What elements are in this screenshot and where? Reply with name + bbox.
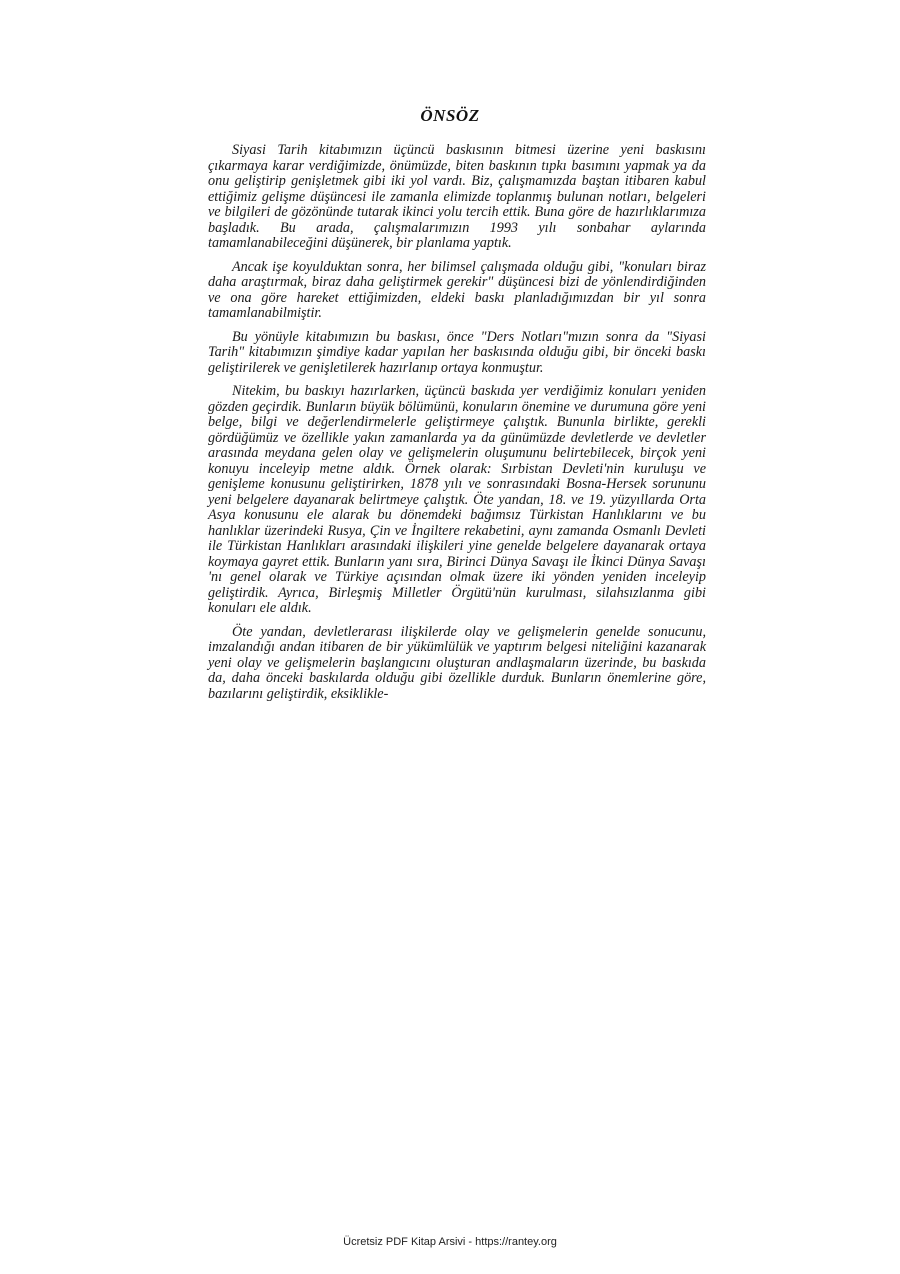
- paragraph-3: Bu yönüyle kitabımızın bu baskısı, önce "Ders Notları"mızın sonra da "Siyasi Tarih" kitabımızın şimdiye kadar yapılan her baskısında olduğu gibi, bir önceki baskı geliştirilerek ve genişletilerek hazırlanıp ortaya konmuştur.: [208, 328, 706, 376]
- body-text: [208, 143, 706, 710]
- paragraph-5: Öte yandan, devletlerarası ilişkilerde olay ve gelişmelerin genelde sonucunu, imzalandığı andan itibaren de bir yükümlülük ve yaptırım belgesi niteliğini kazanarak yeni olay ve gelişmelerin başlangıcını oluşturan andlaşmaların üzerinde, bu baskıda da, daha önceki baskılarda olduğu gibi özellikle durduk. Bunların önemlerine göre, bazılarını geliştirdik, eksiklikle-: [208, 623, 706, 702]
- page-title: ÖNSÖZ: [420, 106, 480, 125]
- paragraph-1: Siyasi Tarih kitabımızın üçüncü baskısının bitmesi üzerine yeni baskısını çıkarmaya karar verdiğimizde, önümüzde, biten baskının tıpkı basımını yapmak ya da onu geliştirip genişletmek gibi iki yol vardı. Biz, çalışmamızda baştan itibaren kabul ettiğimiz gelişme düşüncesi ile zamanla elimizde toplanmış bulunan notları, belgeleri ve bilgileri de gözönünde tutarak ikinci yolu tercih ettik. Buna göre de hazırlıklarımıza başladık. Bu arada, çalışmalarımızın 1993 yılı sonbahar aylarında tamamlanabileceğini düşünerek, bir planlama yaptık.: [208, 142, 706, 251]
- paragraph-4: Nitekim, bu baskıyı hazırlarken, üçüncü baskıda yer verdiğimiz konuları yeniden gözden geçirdik. Bunların büyük bölümünü, konuların önemine ve durumuna göre yeni belge, bilgi ve değerlendirmelerle geliştirmeye çalıştık. Bununla birlikte, gerekli gördüğümüz ve özellikle yakın zamanlarda ya da günümüzde devletlerde ve devletler arasında meydana gelen olay ve gelişmelerin oluşumunu belirtebilecek, birçok yeni konuyu inceleyip metne aldık. Örnek olarak: Sırbistan Devleti'nin kuruluşu ve genişleme konusunu geliştirirken, 1878 yılı ve sonrasındaki Bosna-Hersek sorununu yeni belgelere dayanarak belirtmeye çalıştık. Öte yandan, 18. ve 19. yüzyıllarda Orta Asya konusunu ele alarak bu dönemdeki bağımsız Türkistan Hanlıklarını ve bu hanlıklar üzerindeki Rusya, Çin ve İngiltere rekabetini, aynı zamanda Osmanlı Devleti ile Türkistan Hanlıkları arasındaki ilişkileri yine genelde belgelere dayanarak ortaya koymaya gayret ettik. Bunların yanı sıra, Birinci Dünya Savaşı ile İkinci Dünya Savaşı 'nı genel olarak ve Türkiye açısından olmak üzere iki yönden yeniden inceleyip geliştirdik. Ayrıca, Birleşmiş Milletler Örgütü'nün kurulması, silahsızlanma gibi konuları ele aldık.: [208, 383, 706, 616]
- paragraph-2: Ancak işe koyulduktan sonra, her bilimsel çalışmada olduğu gibi, "konuları biraz daha araştırmak, biraz daha geliştirmek gerekir" düşüncesi bizi de yönlendirdiğinden ve ona göre hareket ettiğimizden, eldeki baskı planladığımızdan bir yıl sonra tamamlanabilmiştir.: [208, 258, 706, 321]
- footer-link[interactable]: Ücretsiz PDF Kitap Arsivi - https://rantey.org: [343, 1236, 557, 1248]
